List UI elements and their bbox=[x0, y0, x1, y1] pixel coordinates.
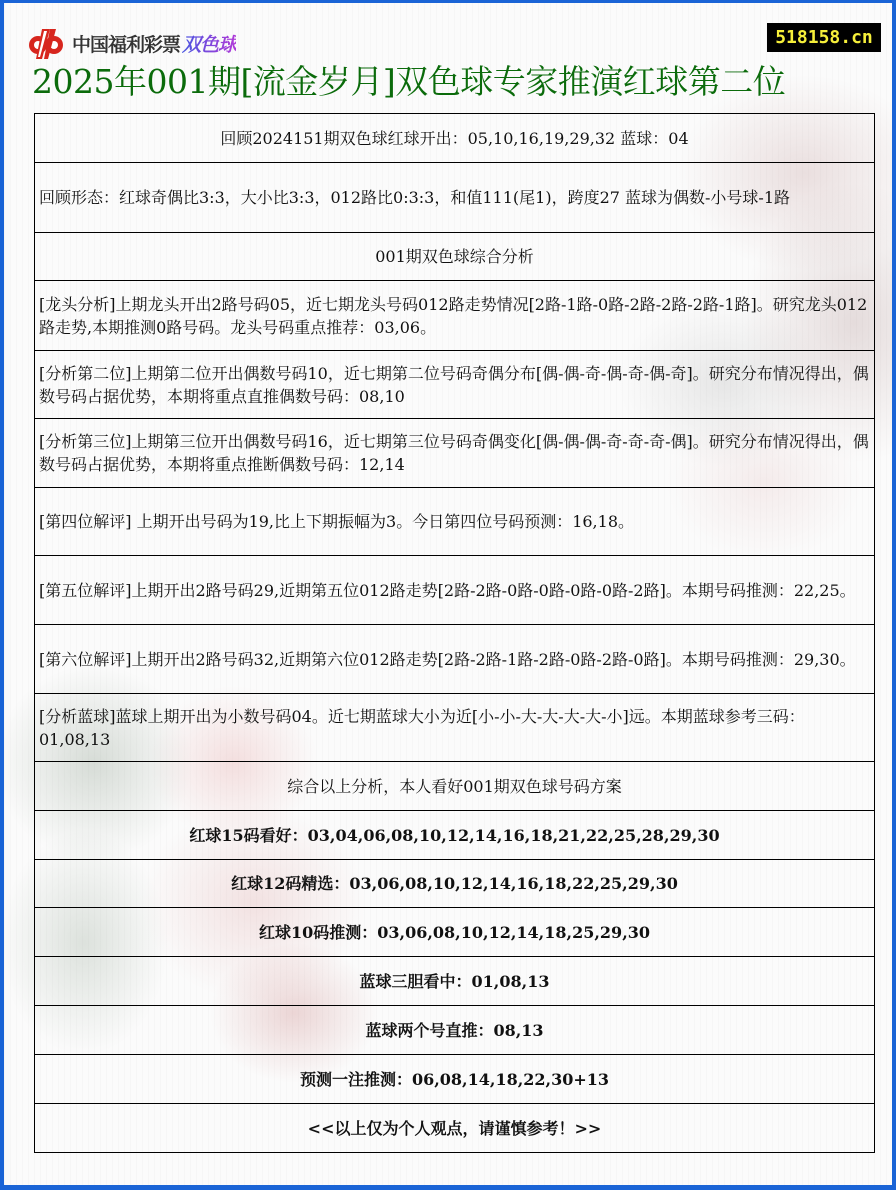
table-row bbox=[35, 419, 875, 488]
table-cell: 预测一注推测：06,08,14,18,22,30+13 bbox=[35, 1055, 875, 1104]
table-cell: 蓝球三胆看中：01,08,13 bbox=[35, 957, 875, 1006]
logo-text: 中国福利彩票 bbox=[72, 33, 181, 56]
page-title: 2025年001期[流金岁月]双色球专家推演红球第二位 bbox=[32, 62, 786, 101]
table-row bbox=[35, 233, 875, 281]
table-row bbox=[35, 488, 875, 556]
table-cell: [第六位解评]上期开出2路号码32,近期第六位012路走势[2路-2路-1路-2路-0路-2路-0路]。本期号码推测：29,30。 bbox=[35, 625, 875, 694]
table-row bbox=[35, 860, 875, 908]
table-cell: 回顾2024151期双色球红球开出：05,10,16,19,29,32 蓝球：04 bbox=[35, 114, 875, 163]
table-cell: [第四位解评] 上期开出号码为19,比上下期振幅为3。今日第四位号码预测：16,18。 bbox=[35, 488, 875, 556]
table-cell: 红球10码推测：03,06,08,10,12,14,18,25,29,30 bbox=[35, 908, 875, 957]
table-cell: [分析第三位]上期第三位开出偶数号码16，近七期第三位号码奇偶变化[偶-偶-偶-奇-奇-奇-偶]。研究分布情况得出，偶数号码占据优势，本期将重点推断偶数号码：12,14 bbox=[35, 419, 875, 488]
table-cell: 001期双色球综合分析 bbox=[35, 233, 875, 281]
table-row bbox=[35, 762, 875, 811]
table-row bbox=[35, 351, 875, 419]
table-row bbox=[35, 694, 875, 762]
table-cell: 回顾形态：红球奇偶比3:3，大小比3:3，012路比0:3:3，和值111(尾1)，跨度27 蓝球为偶数-小号球-1路 bbox=[35, 163, 875, 233]
table-row bbox=[35, 1006, 875, 1055]
table-row bbox=[35, 163, 875, 233]
logo-game-name: 双色球 bbox=[182, 30, 236, 57]
table-cell: [龙头分析]上期龙头开出2路号码05，近七期龙头号码012路走势情况[2路-1路-0路-2路-2路-2路-1路]。研究龙头012路走势,本期推测0路号码。龙头号码重点推荐：03,06。 bbox=[35, 281, 875, 351]
table-row bbox=[35, 625, 875, 694]
table-cell: 综合以上分析，本人看好001期双色球号码方案 bbox=[35, 762, 875, 811]
site-badge[interactable]: 518158.cn bbox=[767, 23, 881, 52]
table-cell: [分析第二位]上期第二位开出偶数号码10，近七期第二位号码奇偶分布[偶-偶-奇-偶-奇-偶-奇]。研究分布情况得出，偶数号码占据优势，本期将重点直推偶数号码：08,10 bbox=[35, 351, 875, 419]
analysis-table bbox=[34, 113, 875, 1153]
table-row bbox=[35, 1055, 875, 1104]
table-row bbox=[35, 556, 875, 625]
welfare-lottery-logo-icon bbox=[24, 25, 68, 61]
lottery-logo bbox=[24, 25, 236, 61]
table-row bbox=[35, 957, 875, 1006]
table-row bbox=[35, 114, 875, 163]
table-cell: <<以上仅为个人观点，请谨慎参考！>> bbox=[35, 1104, 875, 1153]
table-cell: [第五位解评]上期开出2路号码29,近期第五位012路走势[2路-2路-0路-0路-0路-0路-2路]。本期号码推测：22,25。 bbox=[35, 556, 875, 625]
table-row bbox=[35, 281, 875, 351]
table-row bbox=[35, 1104, 875, 1153]
table-cell: 蓝球两个号直推：08,13 bbox=[35, 1006, 875, 1055]
table-row bbox=[35, 811, 875, 860]
table-cell: [分析蓝球]蓝球上期开出为小数号码04。近七期蓝球大小为近[小-小-大-大-大-大-小]远。本期蓝球参考三码：01,08,13 bbox=[35, 694, 875, 762]
table-row bbox=[35, 908, 875, 957]
table-cell: 红球12码精选：03,06,08,10,12,14,16,18,22,25,29,30 bbox=[35, 860, 875, 908]
table-cell: 红球15码看好：03,04,06,08,10,12,14,16,18,21,22,25,28,29,30 bbox=[35, 811, 875, 860]
